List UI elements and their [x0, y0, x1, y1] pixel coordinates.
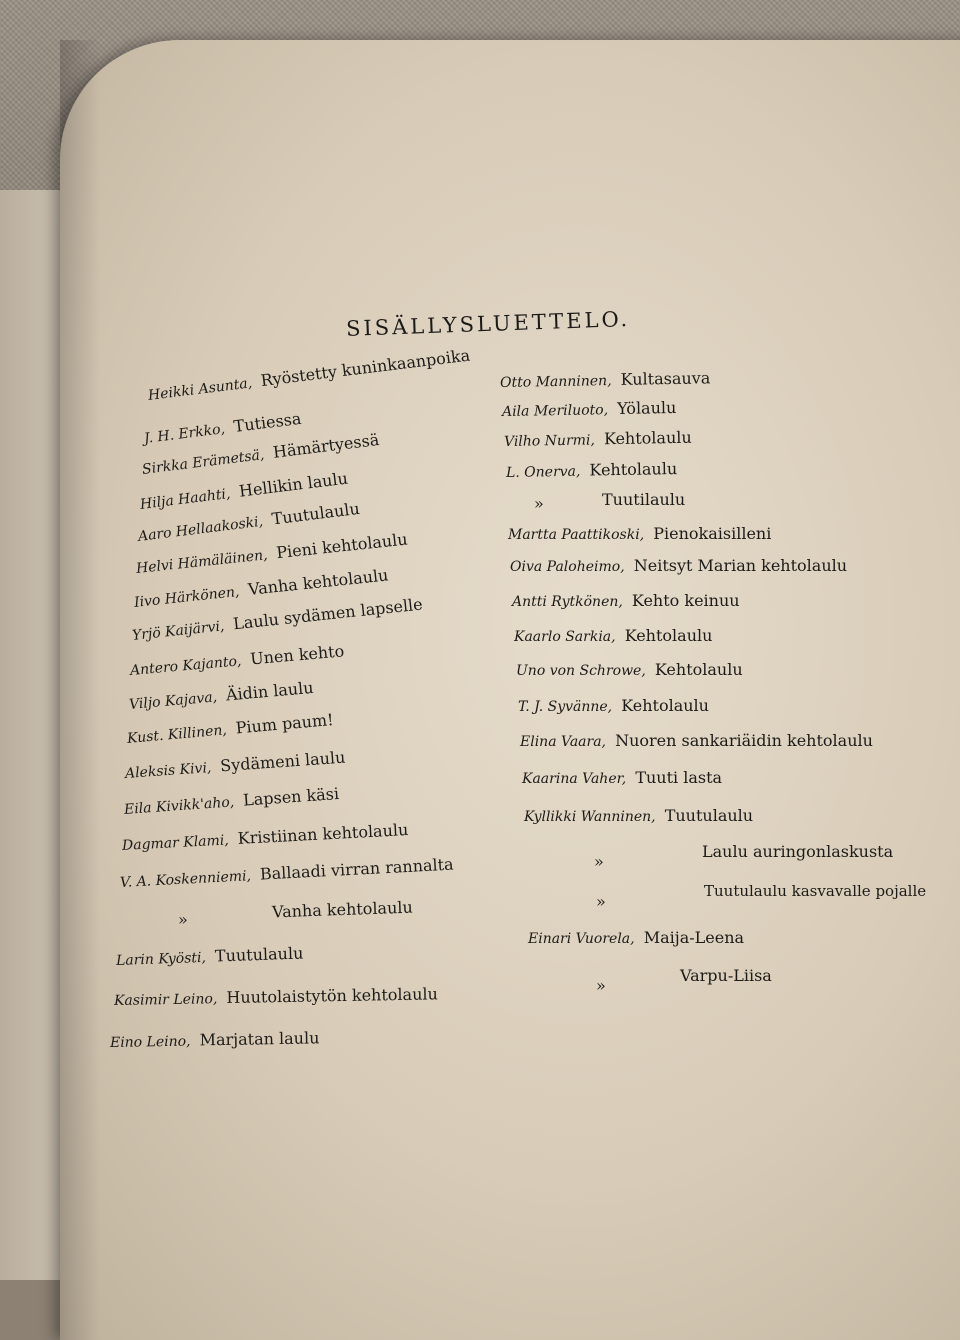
list-item: Tuutilaulu — [602, 490, 686, 509]
list-item: V. A. Koskenniemi, Ballaadi virran rannalta — [119, 854, 455, 891]
list-item: Kaarlo Sarkia, Kehtolaulu — [514, 626, 713, 645]
list-item: T. J. Syvänne, Kehtolaulu — [518, 696, 709, 715]
list-item: Larin Kyösti, Tuutulaulu — [115, 943, 304, 969]
ditto-mark: » — [596, 976, 606, 995]
list-item: Aaro Hellaakoski, Tuutulaulu — [137, 498, 361, 545]
list-item: Otto Manninen, Kultasauva — [499, 368, 711, 391]
list-item: Yrjö Kaijärvi, Laulu sydämen lapselle — [131, 594, 424, 644]
list-item: Elina Vaara, Nuoren sankariäidin kehtolaulu — [520, 731, 873, 750]
ditto-mark: » — [596, 892, 606, 911]
list-item: Vilho Nurmi, Kehtolaulu — [503, 427, 692, 450]
list-item: Kasimir Leino, Huutolaistytön kehtolaulu — [113, 984, 438, 1009]
list-item: Uno von Schrowe, Kehtolaulu — [516, 660, 743, 679]
list-item: Eila Kivikk'aho, Lapsen käsi — [123, 783, 340, 818]
ditto-mark: » — [178, 910, 188, 929]
list-item: Helvi Hämäläinen, Pieni kehtolaulu — [135, 529, 409, 577]
list-item: Tuutulaulu kasvavalle pojalle — [704, 882, 927, 900]
list-item: Eino Leino, Marjatan laulu — [109, 1028, 320, 1051]
list-item: Sirkka Erämetsä, Hämärtyessä — [141, 429, 381, 478]
list-item: Aila Meriluoto, Yölaulu — [501, 397, 677, 420]
list-item: Oiva Paloheimo, Neitsyt Marian kehtolaulu — [510, 556, 848, 575]
list-item: Kust. Killinen, Pium paum! — [126, 709, 335, 747]
list-item: Viljo Kajava, Äidin laulu — [128, 677, 315, 713]
list-item: J. H. Erkko, Tutiessa — [143, 408, 303, 447]
list-item: Hilja Haahti, Hellikin laulu — [139, 468, 349, 513]
list-item: Antti Rytkönen, Kehto keinuu — [512, 591, 740, 610]
list-item: Heikki Asunta, Ryöstetty kuninkaanpoika — [147, 345, 472, 404]
page-title: SISÄLLYSLUETTELO. — [345, 306, 631, 341]
list-item: Aleksis Kivi, Sydämeni laulu — [124, 747, 346, 782]
list-item: Laulu auringonlaskusta — [702, 842, 894, 861]
ditto-mark: » — [534, 494, 544, 513]
ditto-mark: » — [594, 852, 604, 871]
list-item: Kaarina Vaher, Tuuti lasta — [522, 768, 723, 787]
list-item: Iivo Härkönen, Vanha kehtolaulu — [133, 565, 390, 611]
list-item: Martta Paattikoski, Pienokaisilleni — [508, 524, 772, 543]
list-item: L. Onerva, Kehtolaulu — [505, 459, 678, 481]
list-item: Kyllikki Wanninen, Tuutulaulu — [524, 806, 754, 825]
list-item: Antero Kajanto, Unen kehto — [129, 641, 345, 679]
list-item: Dagmar Klami, Kristiinan kehtolaulu — [121, 820, 409, 854]
list-item: Vanha kehtolaulu — [271, 897, 414, 922]
list-item: Einari Vuorela, Maija-Leena — [528, 928, 745, 947]
list-item: Varpu-Liisa — [680, 966, 772, 985]
